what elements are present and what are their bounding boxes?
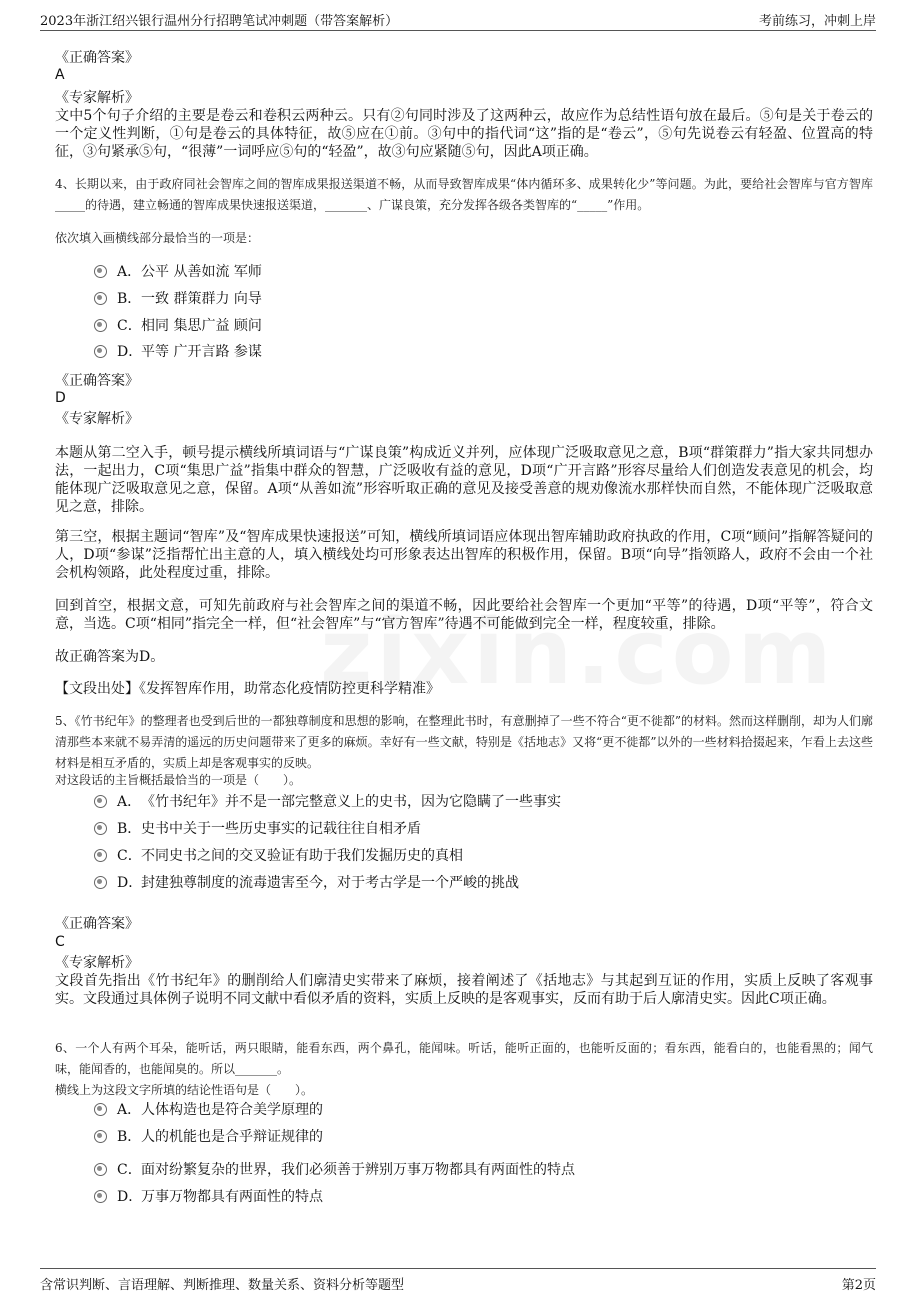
radio-button-icon[interactable]: [94, 1163, 107, 1176]
radio-button-icon[interactable]: [94, 1190, 107, 1203]
page-footer: [40, 1268, 876, 1293]
analysis-conclusion: 故正确答案为D。: [55, 649, 165, 665]
analysis-label: 《专家解析》: [55, 955, 139, 971]
question-6-prompt: 横线上为这段文字所填的结论性语句是（ ）。: [55, 1083, 314, 1097]
option-5c[interactable]: C．不同史书之间的交叉验证有助于我们发掘历史的真相: [94, 846, 463, 866]
analysis-paragraph: 本题从第二空入手，顿号提示横线所填词语与“广谋良策”构成近义并列，应体现广泛吸取意见之意，B项“群策群力”指大家共同想办法，一起出力，C项“集思广益”指集中群众的智慧，广泛吸收有益的意见，D项“广开言路”形容尽量给人们创造发表意见的机会，均能体现广泛吸取意见之意，保留。A项“从善如流”形容听取正确的意见及接受善意的规劝像流水那样快而自然，不能体现广泛吸取意见之意，排除。: [55, 445, 873, 515]
answer-value: C: [55, 934, 65, 950]
page-header: [40, 8, 876, 31]
radio-button-icon[interactable]: [94, 292, 107, 305]
radio-button-icon[interactable]: [94, 319, 107, 332]
option-5d[interactable]: D．封建独尊制度的流毒遗害至今，对于考古学是一个严峻的挑战: [94, 873, 519, 893]
radio-button-icon[interactable]: [94, 1103, 107, 1116]
radio-button-icon[interactable]: [94, 265, 107, 278]
header-slogan: 考前练习，冲刺上岸: [758, 14, 876, 29]
analysis-paragraph: 第三空，根据主题词“智库”及“智库成果快速报送”可知，横线所填词语应体现出智库辅助政府执政的作用，C项“顾问”指解答疑问的人，D项“参谋”泛指帮忙出主意的人，填入横线处均可形象表达出智库的积极作用，保留。B项“向导”指领路人，政府不会由一个社会机构领路，此处程度过重，排除。: [55, 529, 873, 581]
analysis-label: 《专家解析》: [55, 90, 139, 106]
analysis-label: 《专家解析》: [55, 411, 139, 427]
question-4-prompt: 依次填入画横线部分最恰当的一项是：: [55, 231, 260, 245]
answer-value: D: [55, 390, 66, 406]
radio-button-icon[interactable]: [94, 876, 107, 889]
option-6a[interactable]: A．人体构造也是符合美学原理的: [94, 1100, 323, 1120]
radio-button-icon[interactable]: [94, 345, 107, 358]
question-5-stem: 5、《竹书纪年》的整理者也受到后世的一都独尊制度和思想的影响，在整理此书时，有意删掉了一些不符合“更不徙都”的材料。然而这样删削，却为人们廓清那些本来就不易弄清的遥远的历史问题带来了更多的麻烦。幸好有一些文献，特别是《括地志》又将“更不徙都”以外的一些材料拾掇起来，乍看上去这些材料是相互矛盾的，实质上却是客观事实的反映。: [55, 714, 873, 770]
question-4-stem: 4、长期以来，由于政府同社会智库之间的智库成果报送渠道不畅，从而导致智库成果“体内循环多、成果转化少”等问题。为此，要给社会智库与官方智库_____的待遇，建立畅通的智库成果快速报送渠道，_______、广谋良策，充分发挥各级各类智库的“_____”作用。: [55, 177, 873, 212]
answer-label: 《正确答案》: [55, 916, 139, 932]
radio-button-icon[interactable]: [94, 1130, 107, 1143]
answer-value: A: [55, 67, 65, 83]
radio-button-icon[interactable]: [94, 822, 107, 835]
analysis-text: 文中5个句子介绍的主要是卷云和卷积云两种云。只有②句同时涉及了这两种云，故应作为总结性语句放在最后。⑤句是关于卷云的一个定义性判断，①句是卷云的具体特征，故⑤应在①前。③句中的指代词“这”指的是“卷云”，⑤句先说卷云有轻盈、位置高的特征，③句紧承⑤句，“很薄”一词呼应⑤句的“轻盈”，故③句应紧随⑤句，因此A项正确。: [55, 108, 873, 160]
analysis-source: 【文段出处】《发挥智库作用，助常态化疫情防控更科学精准》: [55, 681, 440, 697]
radio-button-icon[interactable]: [94, 795, 107, 808]
analysis-paragraph: 回到首空，根据文意，可知先前政府与社会智库之间的渠道不畅，因此要给社会智库一个更加“平等”的待遇，D项“平等”，符合文意，当选。C项“相同”指完全一样，但“社会智库”与“官方智库”待遇不可能做到完全一样，程度较重，排除。: [55, 598, 873, 632]
option-5a[interactable]: A．《竹书纪年》并不是一部完整意义上的史书，因为它隐瞒了一些事实: [94, 792, 561, 812]
question-6-stem: 6、一个人有两个耳朵，能听话，两只眼睛，能看东西，两个鼻孔，能闻味。听话，能听正面的，也能听反面的；看东西，能看白的，也能看黑的；闻气味，能闻香的，也能闻臭的。所以_______。: [55, 1041, 873, 1076]
document-title: 2023年浙江绍兴银行温州分行招聘笔试冲刺题（带答案解析）: [40, 14, 399, 29]
analysis-text: 文段首先指出《竹书纪年》的删削给人们廓清史实带来了麻烦，接着阐述了《括地志》与其起到互证的作用，实质上反映了客观事实。文段通过具体例子说明不同文献中看似矛盾的资料，实质上反映的是客观事实，反而有助于后人廓清史实。因此C项正确。: [55, 973, 873, 1007]
answer-label: 《正确答案》: [55, 373, 139, 389]
answer-label: 《正确答案》: [55, 50, 139, 66]
option-6d[interactable]: D．万事万物都具有两面性的特点: [94, 1187, 323, 1207]
option-6b[interactable]: B．人的机能也是合乎辩证规律的: [94, 1127, 323, 1147]
option-5b[interactable]: B．史书中关于一些历史事实的记载往往自相矛盾: [94, 819, 421, 839]
option-4d[interactable]: D．平等 广开言路 参谋: [94, 342, 262, 362]
footer-description: 含常识判断、言语理解、判断推理、数量关系、资料分析等题型: [40, 1278, 405, 1293]
question-5-prompt: 对这段话的主旨概括最恰当的一项是（ ）。: [55, 773, 302, 787]
option-4c[interactable]: C．相同 集思广益 顾问: [94, 316, 262, 336]
radio-button-icon[interactable]: [94, 849, 107, 862]
option-4a[interactable]: A．公平 从善如流 军师: [94, 262, 262, 282]
page-number: 第2页: [841, 1278, 876, 1293]
option-4b[interactable]: B．一致 群策群力 向导: [94, 289, 262, 309]
option-6c[interactable]: C．面对纷繁复杂的世界，我们必须善于辨别万事万物都具有两面性的特点: [94, 1160, 575, 1180]
